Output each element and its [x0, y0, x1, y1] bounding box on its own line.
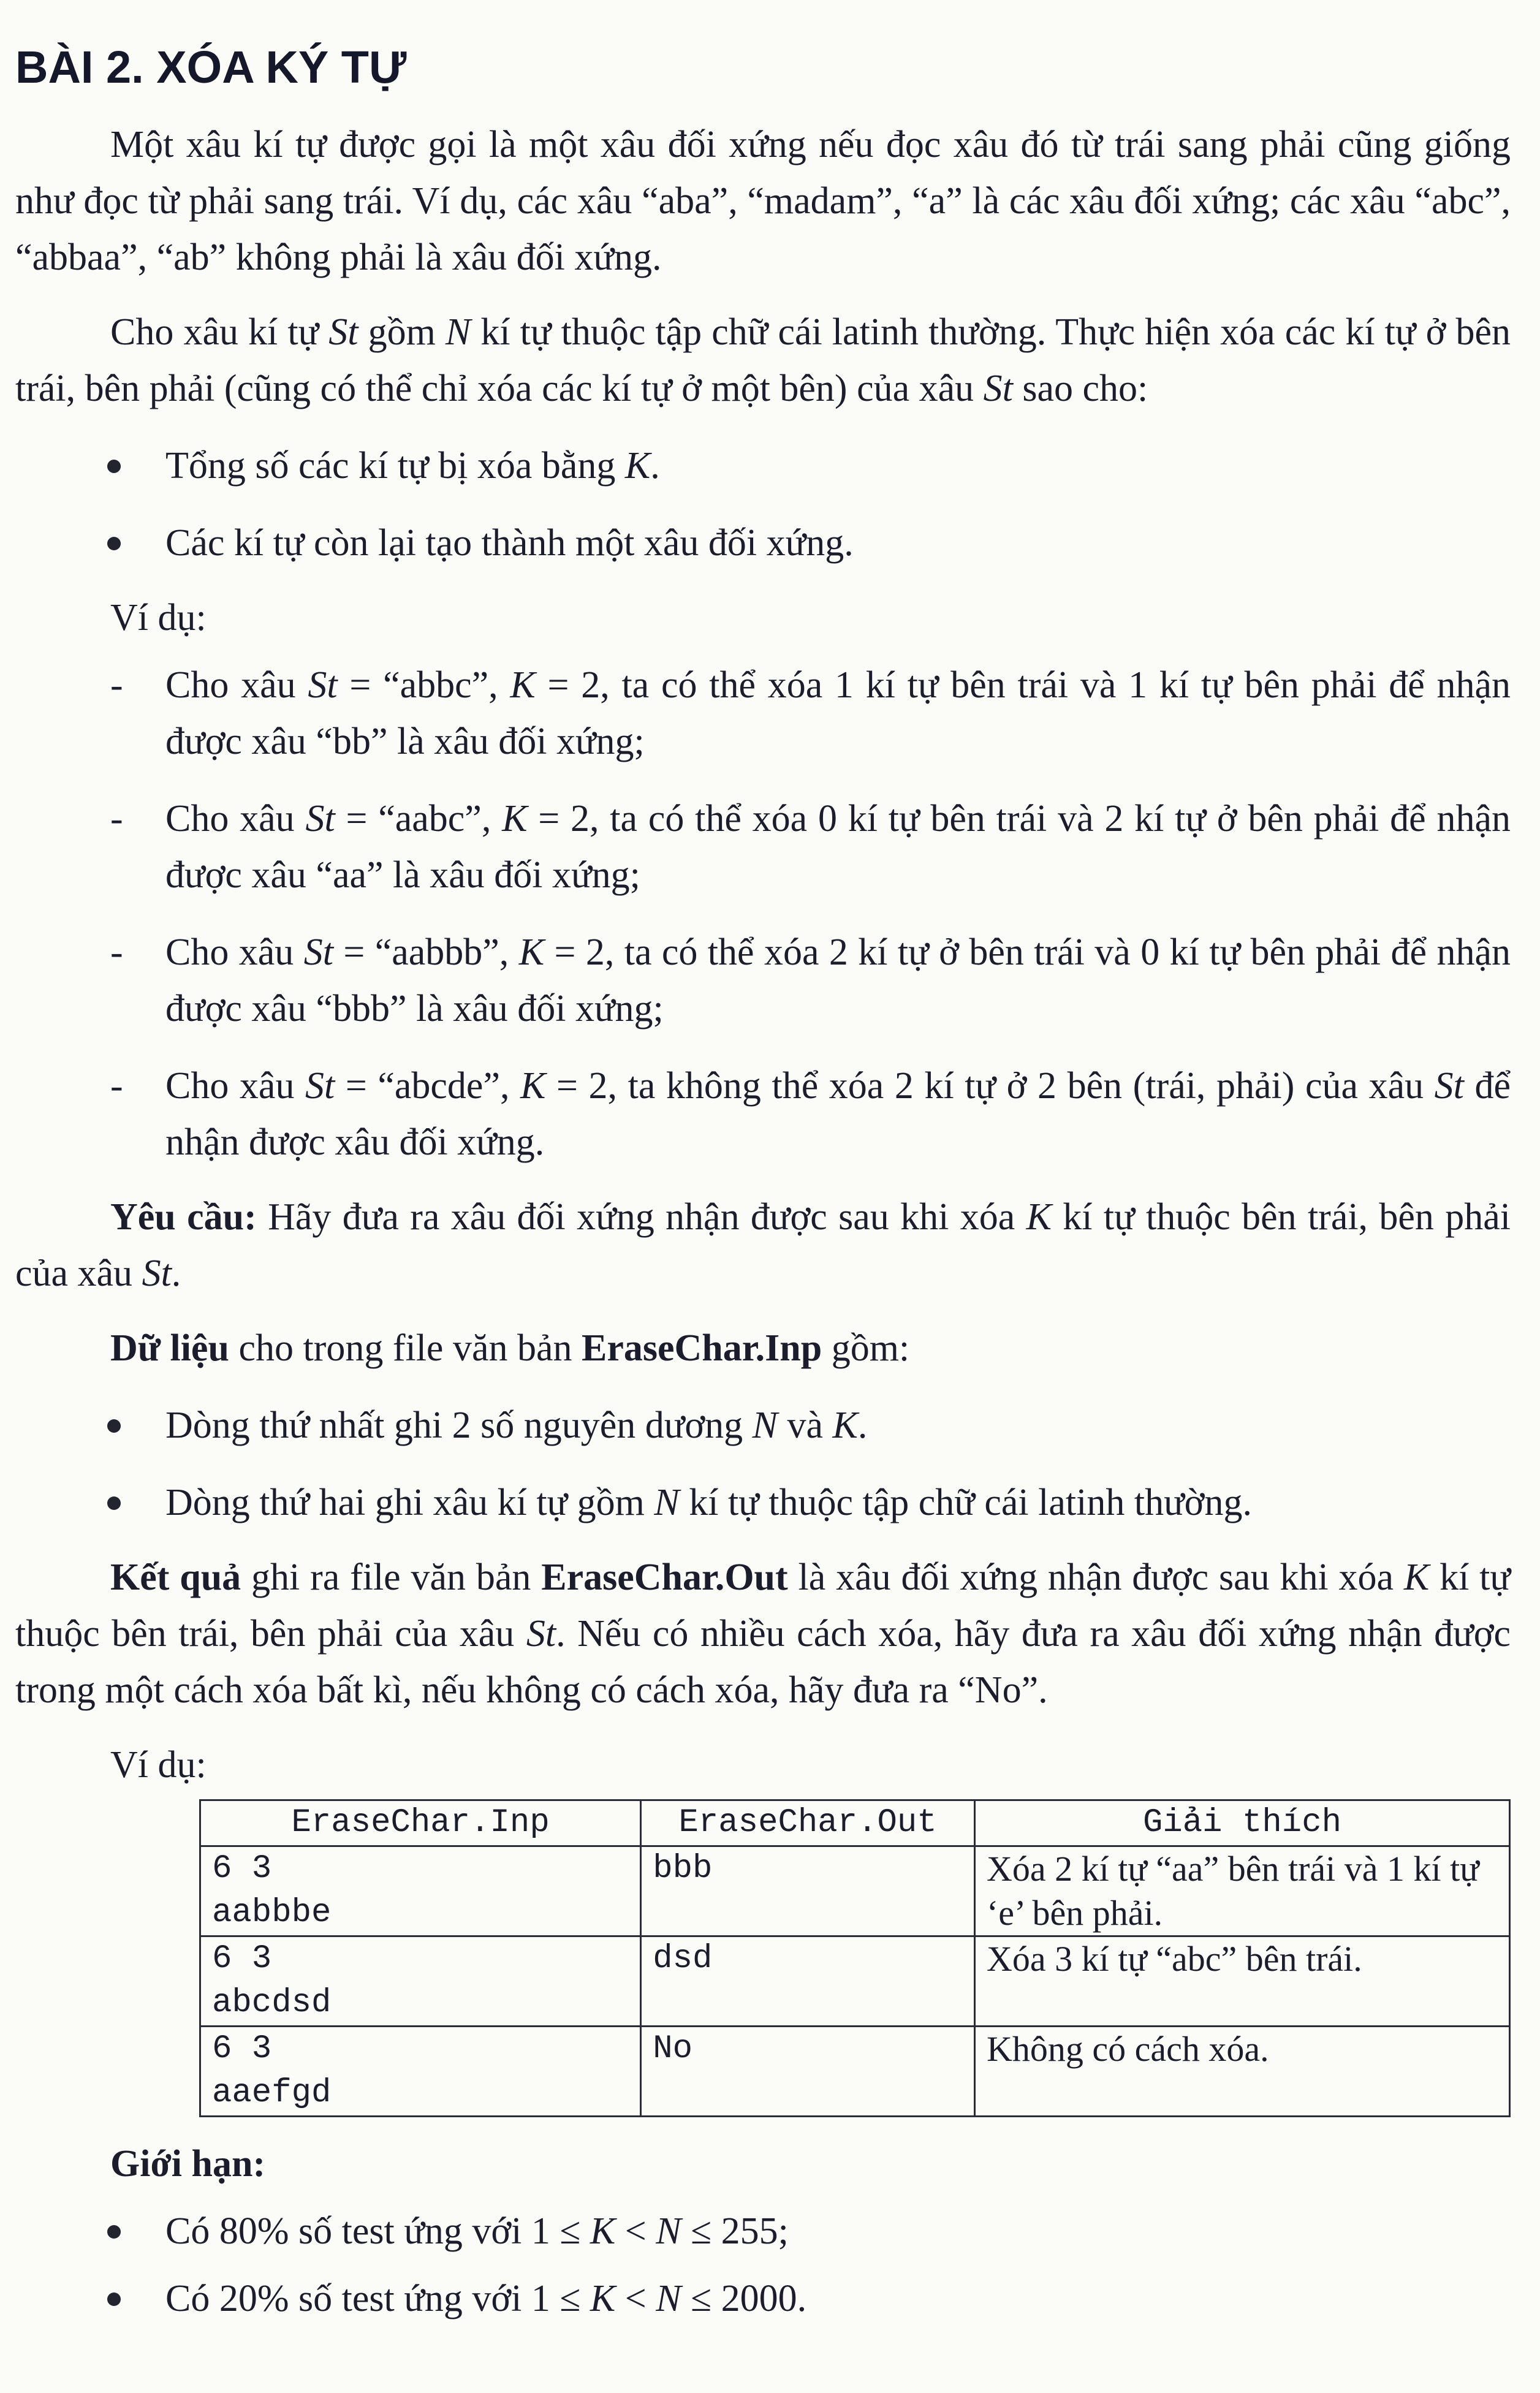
table-cell-output: bbb: [641, 1846, 975, 1936]
text: Hãy đưa ra xâu đối xứng nhận được sau khi xóa: [256, 1196, 1026, 1238]
text: gồm:: [822, 1327, 910, 1369]
table-cell-explanation: Xóa 2 kí tự “aa” bên trái và 1 kí tự ‘e’ bên phải.: [974, 1846, 1509, 1936]
var-k: K: [502, 798, 528, 840]
text: Cho xâu kí tự: [110, 311, 329, 353]
example-label: Ví dụ:: [110, 597, 207, 639]
var-st: St: [526, 1613, 556, 1655]
table-cell-input: [200, 2027, 641, 2117]
table-header: Giải thích: [974, 1800, 1509, 1846]
requirement-paragraph: [15, 1189, 1511, 1302]
example-table: [199, 1799, 1511, 2117]
input-paragraph: [15, 1320, 1511, 1376]
text: 6 3: [212, 2030, 272, 2068]
text: = “abbc”,: [337, 664, 510, 706]
var-n: N: [445, 311, 471, 353]
text: = “abcde”,: [335, 1065, 521, 1107]
text: Giới hạn:: [110, 2143, 266, 2185]
text: Có 20% số test ứng với 1 ≤: [165, 2278, 590, 2319]
text: Các kí tự còn lại tạo thành một xâu đối xứng.: [165, 522, 854, 564]
example-item: [15, 924, 1511, 1037]
var-k: K: [624, 445, 651, 487]
table-header-row: [200, 1800, 1510, 1846]
limits-label: [15, 2136, 1511, 2192]
output-paragraph: [15, 1549, 1511, 1718]
text: ≤ 2000.: [681, 2278, 807, 2319]
text: Cho xâu: [165, 798, 306, 840]
text: là xâu đối xứng nhận được sau khi xóa: [787, 1557, 1404, 1598]
text: kí tự thuộc bên trái, bên phải của xâu: [15, 1557, 1511, 1655]
condition-item: [15, 438, 1511, 494]
text: = 2, ta không thể xóa 2 kí tự ở 2 bên (trái, phải) của xâu: [545, 1065, 1435, 1107]
bullet-icon: [107, 460, 121, 473]
text: và: [777, 1405, 833, 1446]
bullet-icon: [107, 2225, 121, 2239]
input-item: [15, 1397, 1511, 1454]
table-cell-output: dsd: [641, 1936, 975, 2027]
text: abcdsd: [212, 1984, 332, 2022]
text: .: [650, 445, 660, 487]
table-cell-input: [200, 1846, 641, 1936]
dash-mark: -: [110, 1065, 123, 1107]
var-k: K: [1026, 1196, 1052, 1238]
text: Dòng thứ nhất ghi 2 số nguyên dương: [165, 1405, 753, 1446]
var-k: K: [510, 664, 536, 706]
dash-mark: -: [110, 664, 123, 706]
table-cell-output: No: [641, 2027, 975, 2117]
text: .: [857, 1405, 868, 1446]
input-label: Dữ liệu: [110, 1327, 229, 1369]
example-item: [15, 791, 1511, 903]
var-st: St: [308, 664, 338, 706]
table-header: EraseChar.Out: [641, 1800, 975, 1846]
var-k: K: [590, 2278, 616, 2319]
text: cho trong file văn bản: [229, 1327, 582, 1369]
example-item: [15, 657, 1511, 770]
var-st: St: [303, 931, 333, 973]
var-st: St: [305, 1065, 335, 1107]
bullet-icon: [107, 1419, 121, 1433]
var-st: St: [328, 311, 358, 353]
text: = 2, ta có thể xóa 1 kí tự bên trái và 1 kí tự bên phải để nhận được xâu “bb” là xâu đối xứng;: [165, 664, 1511, 762]
condition-item: [15, 515, 1511, 571]
text: để nhận được xâu đối xứng.: [165, 1065, 1511, 1163]
var-k: K: [590, 2210, 616, 2252]
dash-mark: -: [110, 798, 123, 840]
table-row: [200, 2027, 1510, 2117]
example-label: Ví dụ:: [110, 1744, 207, 1786]
limit-item: [15, 2270, 1511, 2327]
text: kí tự thuộc bên trái, bên phải của xâu: [15, 1196, 1511, 1294]
output-filename: EraseChar.Out: [541, 1557, 788, 1598]
requirement-label: Yêu cầu:: [110, 1196, 257, 1238]
text: = 2, ta có thể xóa 2 kí tự ở bên trái và 0 kí tự bên phải để nhận được xâu “bbb” là xâu đối xứng;: [165, 931, 1511, 1030]
text: kí tự thuộc tập chữ cái latinh thường. Thực hiện xóa các kí tự ở bên trái, bên phải (cũng có thể chỉ xóa các kí tự ở một bên) của xâu: [15, 311, 1511, 409]
var-n: N: [752, 1405, 778, 1446]
task-paragraph: [15, 304, 1511, 417]
table-cell-explanation: Không có cách xóa.: [974, 2027, 1509, 2117]
var-k: K: [832, 1405, 858, 1446]
bullet-icon: [107, 2293, 121, 2306]
text: 6 3: [212, 1940, 272, 1978]
table-row: [200, 1936, 1510, 2027]
text: Cho xâu: [165, 1065, 306, 1107]
text: ≤ 255;: [681, 2210, 789, 2252]
var-k: K: [520, 1065, 546, 1107]
var-n: N: [656, 2210, 681, 2252]
text: Cho xâu: [165, 664, 308, 706]
bullet-icon: [107, 537, 121, 550]
var-st: St: [305, 798, 335, 840]
text: kí tự thuộc tập chữ cái latinh thường.: [679, 1482, 1252, 1523]
text: gồm: [358, 311, 446, 353]
input-filename: EraseChar.Inp: [581, 1327, 822, 1369]
var-k: K: [518, 931, 545, 973]
var-k: K: [1403, 1557, 1430, 1598]
text: = “aabbb”,: [333, 931, 519, 973]
problem-title: BÀI 2. XÓA KÝ TỰ: [15, 42, 407, 93]
text: . Nếu có nhiều cách xóa, hãy đưa ra xâu đối xứng nhận được trong một cách xóa bất kì, nếu không có cách xóa, hãy đưa ra “No”.: [15, 1613, 1511, 1711]
intro-paragraph: Một xâu kí tự được gọi là một xâu đối xứng nếu đọc xâu đó từ trái sang phải cũng giống như đọc từ phải sang trái. Ví dụ, các xâu “aba”, “madam”, “a” là các xâu đối xứng; các xâu “abc”, “abbaa”, “ab” không phải là xâu đối xứng.: [15, 124, 1511, 278]
problem-document: [15, 25, 1511, 2327]
text: aaefgd: [212, 2074, 332, 2112]
table-cell-input: [200, 1936, 641, 2027]
var-n: N: [654, 1482, 680, 1523]
text: 6 3: [212, 1850, 272, 1887]
var-n: N: [656, 2278, 681, 2319]
text: sao cho:: [1012, 368, 1148, 409]
text: .: [171, 1253, 181, 1294]
limit-item: [15, 2203, 1511, 2259]
text: <: [615, 2278, 656, 2319]
var-st: St: [983, 368, 1013, 409]
text: <: [615, 2210, 656, 2252]
text: Có 80% số test ứng với 1 ≤: [165, 2210, 590, 2252]
text: = “aabc”,: [335, 798, 503, 840]
var-st: St: [142, 1253, 172, 1294]
output-label: Kết quả: [110, 1557, 241, 1598]
example-item: [15, 1058, 1511, 1170]
bullet-icon: [107, 1496, 121, 1510]
dash-mark: -: [110, 931, 123, 973]
text: aabbbe: [212, 1894, 332, 1932]
table-row: [200, 1846, 1510, 1936]
text: Dòng thứ hai ghi xâu kí tự gồm: [165, 1482, 654, 1523]
table-header: EraseChar.Inp: [200, 1800, 641, 1846]
text: ghi ra file văn bản: [241, 1557, 542, 1598]
text: Tổng số các kí tự bị xóa bằng: [165, 445, 625, 487]
input-item: [15, 1474, 1511, 1531]
table-cell-explanation: Xóa 3 kí tự “abc” bên trái.: [974, 1936, 1509, 2027]
text: = 2, ta có thể xóa 0 kí tự bên trái và 2 kí tự ở bên phải để nhận được xâu “aa” là xâu đối xứng;: [165, 798, 1511, 896]
var-st: St: [1434, 1065, 1464, 1107]
text: Cho xâu: [165, 931, 304, 973]
